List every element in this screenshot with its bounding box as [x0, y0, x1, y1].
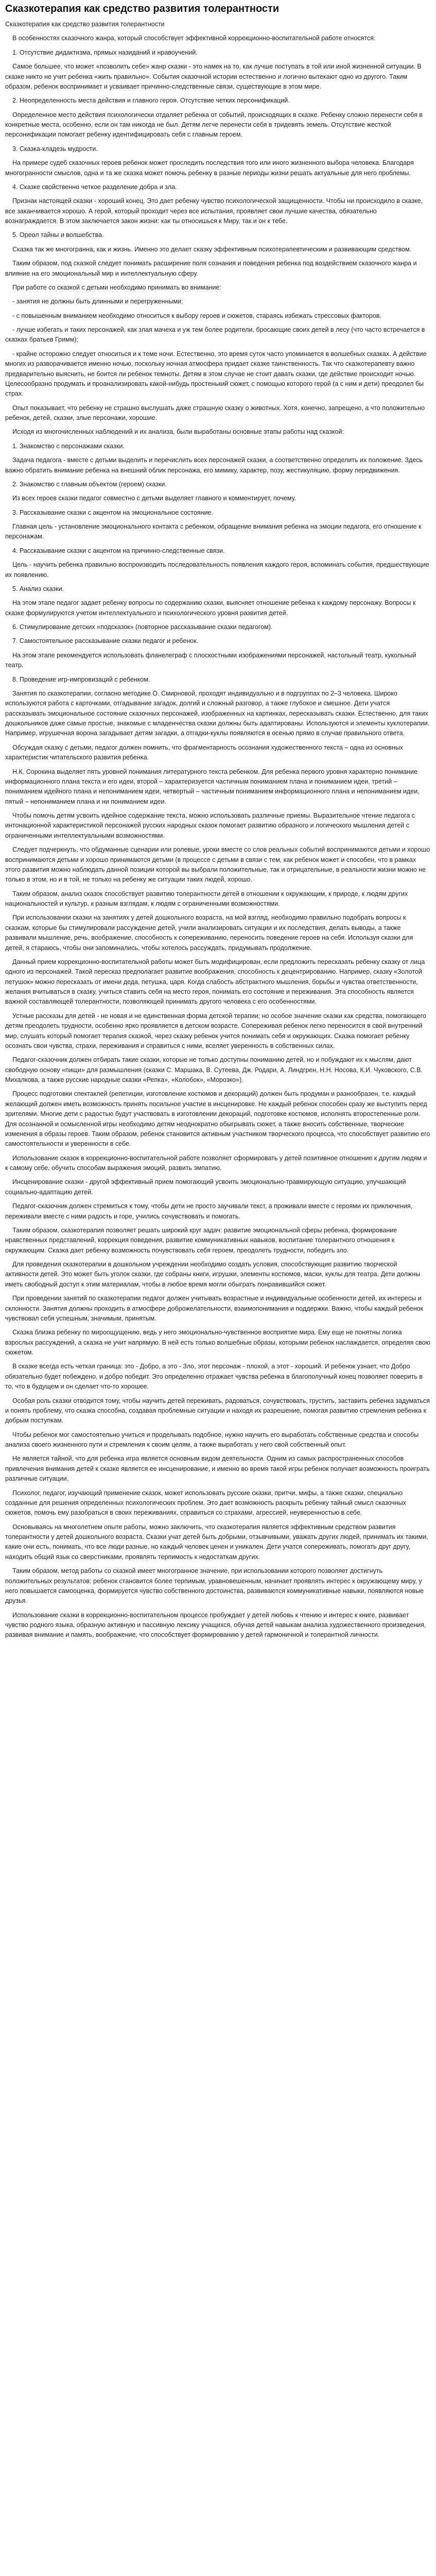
paragraph: При использовании сказки на занятиях у детей дошкольного возраста, на мой взгляд, необходимо правильно подобрать вопросы к сказкам, которые бы стимулировали рассуждение детей, учили анализировать ситуации и их последствия, делать выводы, а также развивали мышление, речь, воображение, способность к сопереживанию, переносить поведение героев на себя. Используя сказки для детей, я стараюсь, чтобы они запоминались, чтобы хотелось рассуждать, придумывать продолжение. — [5, 914, 413, 952]
paragraph: Таким образом, анализ сказок способствует развитию толерантности детей в отношении к окружающим, к природе, к людям других национальностей и культур, к разным взглядам, к людям с ограниченными возможностями. — [5, 890, 408, 907]
paragraph: Следует подчеркнуть, что обдуманные сценарии или ролевые, уроки вместе со слов реальных событий воспринимаются детьми и хорошо воспринимаются детьми и хорошо принимаются детьми (в процессе с детьми в связи с тем, как ребенок может и способен, что в рамках этого развития можно наблюдать данной позиции которой вы выбрали положительные, так и отрицательные, в реальности жизни можно не только в этом, но и в той, не только на ребенку же ситуации таких людей, хорошо. — [5, 846, 430, 884]
paragraph: Особая роль сказки отводится тому, чтобы научить детей переживать, радоваться, сочувствовать, грустить, заставить ребенка задуматься и понять проблему, что сказка способна, создавая проблемные ситуации и находя их разрешение, помогая развитию стремления ребенка к добрым поступкам. — [5, 1397, 430, 1425]
paragraph: 8. Проведение игр-импровизаций с ребенком. — [12, 675, 150, 683]
paragraph: Для проведения сказкотерапии в дошкольном учреждении необходимо создать условия, способствующие развитию творческой активности детей. Это может быть уголок сказки, где собраны книги, игрушки, элементы костюмов, маски, куклы для театра. Дети должны иметь свободный доступ к этим материалам, чтобы в любое время могли обыграть понравившийся сюжет. — [5, 1261, 421, 1288]
paragraph: Сказка так же многогранна, как и жизнь. Именно это делает сказку эффективным психотерапевтическим и развивающим средством. — [12, 245, 412, 253]
paragraph: Сказка близка ребенку по мироощущению, ведь у него эмоционально-чувственное восприятие мира. Ему еще не понятны логика взрослых рассуждений, а сказка не учит напрямую. В ней есть только волшебные образы, которыми ребенок наслаждается, определяя свою сюжетом. — [5, 1329, 430, 1356]
paragraph: Не является тайной, что для ребенка игра является основным видом деятельности. Одним из самых распространенных способов привлечения внимания детей к сказке является ее инсценирование, и именно во время такой игры ребенок получает возможность проиграть различные ситуации. — [5, 1455, 430, 1483]
paragraph: При работе со сказкой с детьми необходимо принимать во внимание: — [12, 283, 221, 291]
paragraph: В сказке всегда есть четкая граница: это - Добро, а это - Зло, этот персонаж - плохой, а этот - хороший. И ребенок узнает, что Добро обязательно будет побеждено, и добро победит. Это определенно отражает чувства ребенка в благополучный конец позволяет поверить в то, что в будущем и он сделает что-то хорошее. — [5, 1363, 423, 1391]
paragraph: Цель - научить ребенка правильно воспроизводить последовательность появления каждого героя, вспоминать события, предшествующие их появлению. — [5, 561, 429, 579]
paragraph: 3. Рассказывание сказки с акцентом на эмоциональное состояние. — [12, 509, 213, 516]
paragraph: - лучше избегать и таких персонажей, как злая мачеха и уж тем более родители, бросающие своих детей в лесу (что часто встречается в сказках братьев Гримм); — [5, 326, 425, 344]
paragraph: 2. Неопределенность места действия и главного героя. Отсутствие четких персонификаций. — [12, 97, 290, 105]
paragraph: 5. Ореол тайны и волшебства. — [12, 231, 104, 239]
paragraph: Сказкотерапия как средство развития толерантности — [5, 21, 165, 28]
paragraph: Главная цель - установление эмоционального контакта с ребенком, обращение внимания ребенка на эмоции педагога, его отношение к персонажам. — [5, 523, 422, 540]
paragraph: 1. Отсутствие дидактизма, прямых назиданий и нравоучений. — [12, 48, 198, 56]
paragraph: Задача педагога - вместе с детьми выделить и перечислить всех персонажей сказки, а соответственно определить их положение. Здесь важно обратить внимание ребенка на внешний облик персонажа, его мимику, характер, позу, жестикуляцию, форму передвижения. — [5, 456, 423, 474]
paragraph: Таким образом, сказкотерапия позволяет решать широкий круг задач: развитие эмоциональной сферы ребенка, формирование нравственных представлений, коррекция поведения, развитие коммуникативных навыков, воспитание толерантного отношения к окружающим. Сказка дает ребенку возможность почувствовать себя героем, преодолеть трудности, победить зло. — [5, 1226, 397, 1254]
paragraph: 1. Знакомство с персонажами сказки. — [12, 442, 125, 450]
paragraph: Из всех героев сказки педагог совместно с детьми выделяет главного и комментирует, почему. — [12, 495, 297, 502]
paragraph: При проведении занятий по сказкотерапии педагог должен учитывать возрастные и индивидуальные особенности детей, их интересы и склонности. Занятия должны проходить в атмосфере доброжелательности, взаимопонимания и поддержки. Важно, чтобы каждый ребенок чувствовал себя успешным, значимым, принятым. — [5, 1295, 424, 1322]
paragraph: Занятия по сказкотерапии, согласно методике О. Смирновой, проходят индивидуально и в подгруппах по 2–3 человека. Широко используются работа с карточками, отгадывание загадок, долгий и сложный разговор, а также глубокое и смешное. Дети учатся рассказывать эмоциональное состояние сказочных персонажей, изображенных на картинках, пересказывать сказки. Естественно, для таких дошкольников даже самые простые, знакомые с младенчества сказки должны быть адаптированы. Используются и элементы куклотерапии. Например, игрушечная ворона загадывает детям загадки, а отгадки-куклы появляются в осенью прямо в случае правильного ответа. — [5, 689, 430, 737]
paragraph: 6. Стимулирование детских «подсказок» (повторное рассказывание сказки педагогом). — [12, 623, 273, 631]
paragraph: Таким образом, метод работы со сказкой имеет многогранное значение, при использовании которого позволяет достигнуть положительных результатов: ребенок становится более терпимым, уравновешенным, начинает проявлять интерес к окружающему миру, у него повышается самооценка, формируется чувство собственного достоинства, развиваются коммуникативные навыки, появляются новые друзья. — [5, 1567, 424, 1605]
paragraph: 3. Сказка-кладезь мудрости. — [12, 145, 98, 152]
paragraph: - крайне осторожно следует относиться и к теме ночи. Естественно, это время суток часто упоминается в волшебных сказках. А действие многих из разворачивается именно ночью, поскольку ночная атмосфера придает сказке таинственность. Так что сказкотерапевту важно предварительно выяснить, не боится ли ребенок темноты. Детям в этом случае не стоит давать сказки, где действие происходит ночью. Целесообразно продумать и проанализировать какой-нибудь простенький сюжет, с помощью которого герой (а с ним и дети) преодолел бы страх. — [5, 350, 427, 398]
paragraph: Педагог-сказочник должен отбирать такие сказки, которые не только доступны пониманию детей, но и побуждают их к мыслям, дают свободную основу «пищи» для размышления (сказки С. Маршака, В. Сутеева, Дж. Родари, А. Линдгрен, Н.Н. Носова, К.И. Чуковского, С.В. Михалкова, а также русские народные сказки «Репка», «Колобок», «Морозко»). — [5, 1056, 423, 1083]
paragraph: Педагог-сказочник должен стремиться к тому, чтобы дети не просто заучивали текст, а проживали вместе с героями их приключения, переживали вместе с ними радость и горе, учились сочувствовать и помогать. — [5, 1202, 413, 1220]
paragraph: - занятия не должны быть длинными и перегруженными; — [12, 298, 183, 306]
paragraph: На этом этапе рекомендуется использовать фланелеграф с плоскостными изображениями персонажей, настольный театр, кукольный театр. — [5, 651, 416, 669]
paragraph: Использование сказки в коррекционно-воспитательном процессе пробуждает у детей любовь к чтению и интерес к книге, развивает чувство родного языка, образную активную и пассивную лексику учащихся, обучая детей навыкам анализа художественного произведения, развивая внимание и память, воображение, что способствует формированию у детей гармоничной и толерантной личности. — [5, 1611, 426, 1639]
paragraph: Исходя из многочисленных наблюдений и их анализа, были выработаны основные этапы работы над сказкой: — [12, 428, 344, 436]
paragraph: Признак настоящей сказки - хороший конец. Это дает ребенку чувство психологической защищенности. Чтобы ни происходило в сказке, все заканчивается хорошо. А герой, который проходит через все испытания, проявляет свои лучшие качества, обязательно вознаграждается. В этом заключается закон жизни: как ты относишься к Миру, так и он к тебе. — [5, 197, 423, 225]
paragraph: - с повышенным вниманием необходимо относиться к выбору героев и сюжетов, стараясь избежать стрессовых факторов. — [12, 312, 381, 319]
paragraph: Чтобы помочь детям усвоить идейное содержание текста, можно использовать различные приемы. Выразительное чтение педагога с интонационной характеристикой персонажей русских народных сказок помогает развитию образного и логического мышления детей с ограниченными интеллектуальными возможностями. — [5, 812, 415, 839]
paragraph: Основываясь на многолетнем опыте работы, можно заключить, что сказкотерапия является эффективным средством развития толерантности у детей дошкольного возраста. Сказки учат детей быть добрыми, отзывчивыми, уважать других людей, принимать их такими, какие они есть, понимать, что все люди разные, но каждый человек ценен и уникален. Дети учатся сопереживать, помогать друг другу, находить общий язык со сверстниками, проявлять терпимость к недостаткам других. — [5, 1523, 428, 1561]
paragraph: 5. Анализ сказки. — [12, 585, 64, 592]
paragraph: Опыт показывает, что ребенку не страшно выслушать даже страшную сказку о животных. Хотя, конечно, запрещено, а что положительно ребенок, детей, сказки, злые персонажи, хорошие. — [5, 404, 425, 421]
paragraph: Данный прием коррекционно-воспитательной работы может быть модифицирован, если предложить пересказать ребенку сказку от лица одного из персонажей. Такой пересказ предполагает развитие воображения, способность к децентрированию. Например, сказку «Золотой петушок» можно пересказать от имени деда, петушка, царя. Когда слабость абстрактного мышления, борьбы и чувства ответственности, желания вчитываться в сказку, учиться ставить себя на место героя, понимать его состояние и переживания. Эта способность является важной составляющей толерантности, позволяющей принимать другого человека с его особенностями. — [5, 958, 425, 1006]
paragraph: Определенное место действия психологически отдаляет ребенка от событий, происходящих в сказке. Ребенку сложно перенести себя в конкретные места, особенно, если он там никогда не был. Детям легче перенести себя в тридевять земель. Отсутствие жесткой персонификации помогает ребенку идентифицировать себя с главным героем. — [5, 111, 423, 139]
paragraph: 4. Рассказывание сказки с акцентом на причинно-следственные связи. — [12, 547, 225, 554]
paragraph: На примере судеб сказочных героев ребенок может проследить последствия того или иного жизненного выбора человека. Благодаря многогранности смыслов, одна и та же сказка может помочь ребенку в разные периоды жизни решать актуальные для него проблемы. — [5, 159, 414, 177]
paragraph: Обсуждая сказку с детьми, педагог должен помнить, что фрагментарность осознания художественного текста – одна из основных характеристик читательского развития ребенка. — [5, 743, 404, 761]
paragraph: Чтобы ребенок мог самостоятельно учиться и проделывать подобное, нужно научить его выработать собственные средства и способы анализа своего жизненного пути и стремления к своим целям, а также выработать у него свой собственный опыт. — [5, 1431, 419, 1448]
article-body — [5, 20, 431, 1640]
paragraph: Психолог, педагог, изучающий применение сказок, может использовать русские сказки, притчи, мифы, а также сказки, специально созданные для решения определенных психологических проблем. Это дает возможность раскрыть ребенку тайный смысл сказочных сюжетов, помочь ему разобраться в своих переживаниях, справиться со страхами, агрессией, неуверенностью в себе. — [5, 1489, 406, 1517]
paragraph: Устные рассказы для детей - не новая и не единственная форма детской терапии; но особое значение сказки как средства, помогающего детям преодолеть трудности, особенно ярко проявляется в детском возрасте. Сопереживая ребенок легко переносится в свой внутренний мир, слушать который помогает терапия сказкой, через сказку ребенок учится понимать себя и окружающих. Сказка помогает ребенку осознать свои чувства, страхи, переживания и справиться с ними, вселяет уверенность в собственных силах. — [5, 1012, 426, 1049]
paragraph: 4. Сказке свойственно четкое разделение добра и зла. — [12, 183, 177, 191]
paragraph: Использование сказок в коррекционно-воспитательной работе позволяет сформировать у детей позитивное отношение к другим людям и к самому себе, обучить способам выражения эмоций, развить эмпатию. — [5, 1154, 427, 1172]
paragraph: 7. Самостоятельное рассказывание сказки педагог и ребенок. — [12, 637, 199, 645]
paragraph: Самое большее, что может «позволить себе» жанр сказки - это намек на то, как лучше поступать в той или иной жизненной ситуации. В сказке никто не учит ребенка «жить правильно». События сказочной истории естественно и логично вытекают одно из другого. Таким образом, ребенок воспринимает и усваивает причинно-следственные связи, существующие в этом мире. — [5, 63, 422, 90]
paragraph: 2. Знакомство с главным объектом (героем) сказки. — [12, 480, 167, 488]
paragraph: В особенностях сказочного жанра, который способствует эффективной коррекционно-воспитательной работе относятся: — [12, 35, 376, 42]
paragraph: Процесс подготовки спектаклей (репетиции, изготовление костюмов и декораций) должен быть продуман и разнообразен, т.е. каждый желающий должен иметь возможность принять посильное участие в инсценировке. Не каждый ребенок способен сразу же выступить перед зрителями. Многие дети с радостью будут участвовать в изготовлении декораций, подготовке костюмов, исполнять второстепенные роли. Для осознанной и осмысленной игры необходимо детям неоднократно обыгрывать сюжет, а также вносить собственные, творческие изменения в образы героев. Таким образом, ребенок становится активным участником творческого процесса, что способствует развитию его самостоятельности и уверенности в себе. — [5, 1090, 430, 1148]
page-title: Сказкотерапия как средство развития толерантности — [5, 3, 280, 14]
paragraph: Таким образом, под сказкой следует понимать расширение поля сознания и поведения ребенка под воздействием сказочного жанра и влияние на его эмоциональный мир и интеллектуальную сферу. — [5, 260, 417, 277]
paragraph: На этом этапе педагог задает ребенку вопросы по содержанию сказки, выясняет отношение ребенка к каждому персонажу. Вопросы к сказке формулируются учетом интеллектуального и психологического уровня развития детей. — [5, 599, 416, 617]
paragraph: Инсценирование сказки - другой эффективный прием помогающий усвоить эмоционально-травмирующую ситуацию, улучшающий социально-адаптацию детей. — [5, 1178, 406, 1196]
paragraph: Н.К. Сорокина выделяет пять уровней понимания литературного текста ребенком. Для ребенка первого уровня характерно понимание информационного плана текста и его идеи, второй – характеризуется частичным пониманием плана и пониманием идеи, третий – пониманием идейного плана и непониманием идеи, четвертый – частичным пониманием информационного плана и непониманием идеи, пятый – непониманием плана и ни пониманием идеи. — [5, 768, 420, 805]
